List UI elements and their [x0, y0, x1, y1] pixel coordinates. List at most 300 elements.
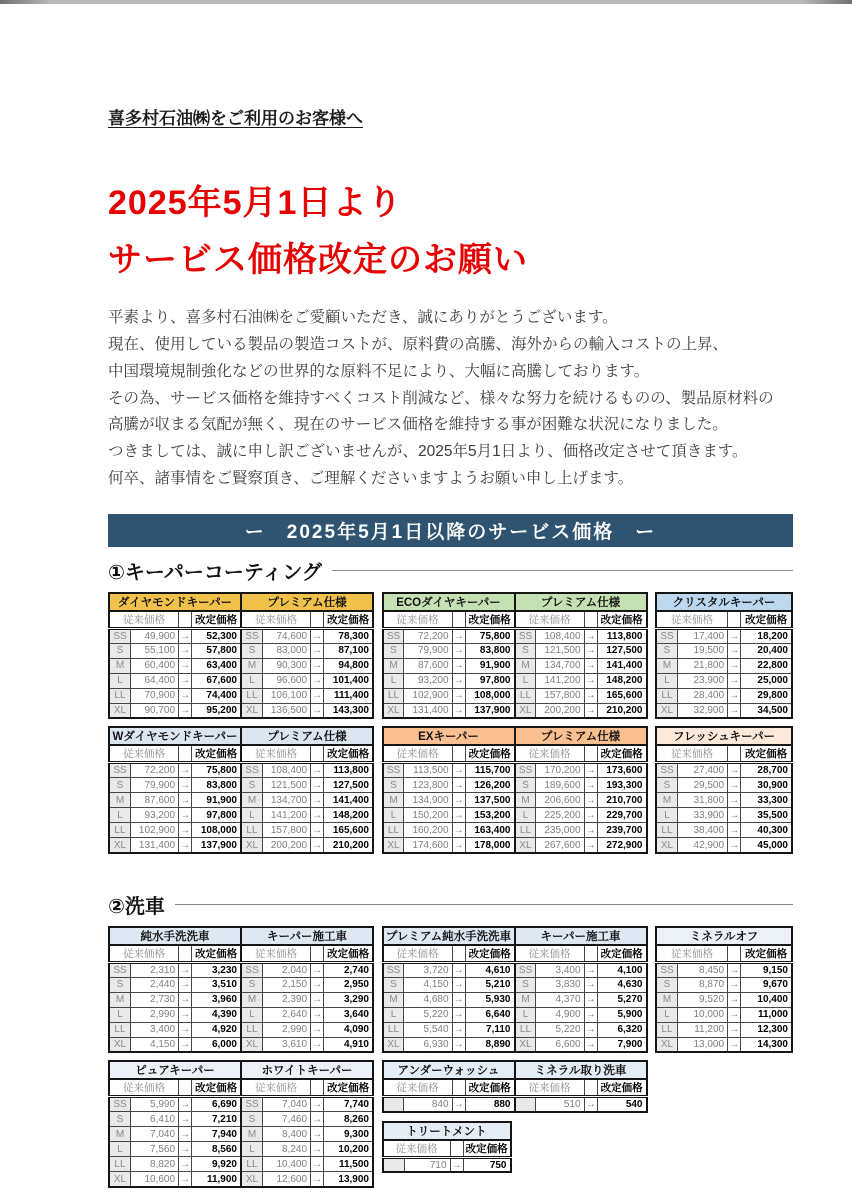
old-price-cell: 93,200	[130, 808, 178, 823]
arrow-icon: →	[453, 979, 464, 991]
arrow-icon: →	[311, 1172, 324, 1187]
table-group	[655, 926, 793, 1054]
arrow-icon: →	[180, 809, 191, 821]
old-price-cell: 83,000	[262, 643, 310, 658]
arrow-icon: →	[179, 763, 192, 778]
arrow-column-header	[452, 611, 465, 629]
old-price-cell: 27,400	[677, 763, 727, 778]
price-row	[383, 1037, 515, 1052]
price-row	[515, 823, 647, 838]
arrow-icon: →	[312, 824, 323, 836]
new-price-cell: 540	[597, 1097, 646, 1112]
arrow-column-header	[452, 1079, 465, 1097]
old-price-cell: 93,200	[404, 673, 452, 688]
old-price-cell: 8,400	[262, 1127, 310, 1142]
size-cell: L	[241, 673, 262, 688]
old-price-cell: 72,200	[130, 763, 178, 778]
arrow-icon: →	[180, 794, 191, 806]
arrow-icon: →	[728, 1037, 741, 1052]
new-price-cell: 210,700	[597, 793, 646, 808]
price-row	[383, 1157, 511, 1172]
new-price-header: 改定価格	[324, 1079, 373, 1097]
new-price-cell: 4,910	[324, 1037, 373, 1052]
arrow-icon: →	[180, 1158, 191, 1170]
old-price-cell: 79,900	[130, 778, 178, 793]
size-cell: XL	[383, 1037, 404, 1052]
table-group	[108, 592, 376, 720]
title-line-2: サービス価格改定のお願い	[108, 241, 528, 280]
old-price-cell: 87,600	[404, 658, 452, 673]
price-row	[383, 703, 515, 718]
arrow-icon: →	[453, 645, 464, 657]
new-price-cell: 7,740	[324, 1097, 373, 1112]
new-price-cell: 91,900	[192, 793, 241, 808]
new-price-cell: 7,900	[597, 1037, 646, 1052]
table-title: アンダーウォッシュ	[383, 1061, 515, 1079]
arrow-icon: →	[453, 690, 464, 702]
arrow-icon: →	[728, 703, 741, 718]
new-price-cell: 87,100	[324, 643, 373, 658]
size-cell: LL	[383, 688, 404, 703]
table-column	[382, 726, 650, 854]
arrow-icon: →	[180, 1024, 191, 1036]
price-row	[383, 838, 515, 853]
new-price-cell: 97,800	[465, 673, 514, 688]
new-price-cell: 4,630	[597, 977, 646, 992]
price-row	[383, 992, 515, 1007]
old-price-cell: 2,440	[130, 977, 178, 992]
size-cell: M	[656, 992, 677, 1007]
size-cell: L	[109, 808, 130, 823]
price-sections	[108, 556, 793, 1188]
old-price-cell: 2,310	[130, 962, 178, 977]
price-row	[109, 838, 241, 853]
price-row	[241, 823, 373, 838]
new-price-cell: 148,200	[324, 808, 373, 823]
old-price-header: 従来価格	[241, 745, 311, 763]
old-price-cell: 10,600	[130, 1172, 178, 1187]
arrow-column-header	[584, 1079, 597, 1097]
size-cell: S	[656, 977, 677, 992]
old-price-header: 従来価格	[656, 945, 728, 963]
old-price-header: 従来価格	[515, 611, 585, 629]
price-row	[241, 992, 373, 1007]
new-price-cell: 113,800	[597, 628, 646, 643]
new-price-cell: 108,000	[192, 823, 241, 838]
new-price-cell: 148,200	[597, 673, 646, 688]
arrow-icon: →	[585, 824, 596, 836]
arrow-icon: →	[180, 779, 191, 791]
new-price-cell: 3,640	[324, 1007, 373, 1022]
new-price-cell: 750	[463, 1157, 510, 1172]
price-row	[515, 643, 647, 658]
old-price-cell: 74,600	[262, 628, 310, 643]
size-cell: L	[109, 1007, 130, 1022]
price-row	[383, 1022, 515, 1037]
size-cell	[515, 1097, 536, 1112]
new-price-header: 改定価格	[465, 945, 514, 963]
price-row	[656, 962, 792, 977]
old-price-cell: 3,400	[536, 962, 584, 977]
price-row	[515, 688, 647, 703]
arrow-icon: →	[453, 824, 464, 836]
price-row	[241, 1127, 373, 1142]
new-price-header: 改定価格	[324, 745, 373, 763]
size-cell: M	[241, 658, 262, 673]
arrow-icon: →	[180, 675, 191, 687]
old-price-cell: 150,200	[404, 808, 452, 823]
price-row	[241, 1142, 373, 1157]
new-price-cell: 4,390	[192, 1007, 241, 1022]
price-table	[108, 592, 242, 720]
new-price-header: 改定価格	[192, 1079, 241, 1097]
price-row	[109, 823, 241, 838]
table-column	[108, 726, 376, 854]
new-price-cell: 143,300	[324, 703, 373, 718]
size-cell: XL	[656, 1037, 677, 1052]
size-cell: XL	[656, 838, 677, 853]
arrow-icon: →	[180, 824, 191, 836]
new-price-cell: 141,400	[324, 793, 373, 808]
arrow-icon: →	[585, 660, 596, 672]
price-row	[109, 658, 241, 673]
old-price-cell: 13,000	[677, 1037, 727, 1052]
arrow-icon: →	[312, 660, 323, 672]
old-price-cell: 64,400	[130, 673, 178, 688]
arrow-icon: →	[312, 779, 323, 791]
new-price-header: 改定価格	[192, 745, 241, 763]
old-price-cell: 2,040	[262, 962, 310, 977]
arrow-icon: →	[180, 1009, 191, 1021]
price-row	[515, 1022, 647, 1037]
table-row-band	[108, 726, 793, 854]
arrow-icon: →	[452, 838, 465, 853]
paragraph-line: 中国環境規制強化などの世界的な原料不足により、大幅に高騰しております。	[108, 362, 650, 380]
old-price-cell: 174,600	[404, 838, 452, 853]
arrow-icon: →	[729, 1009, 740, 1021]
size-cell: L	[515, 1007, 536, 1022]
price-row	[109, 1037, 241, 1052]
price-row	[515, 1007, 647, 1022]
table-title: 純水手洗洗車	[109, 927, 241, 945]
size-cell: L	[383, 808, 404, 823]
new-price-header: 改定価格	[465, 745, 514, 763]
old-price-header: 従来価格	[515, 1079, 585, 1097]
arrow-icon: →	[585, 809, 596, 821]
arrow-column-header	[311, 745, 324, 763]
new-price-cell: 4,920	[192, 1022, 241, 1037]
size-cell: LL	[383, 1022, 404, 1037]
old-price-cell: 19,500	[677, 643, 727, 658]
old-price-cell: 123,800	[404, 778, 452, 793]
old-price-cell: 267,600	[536, 838, 584, 853]
old-price-cell: 5,540	[404, 1022, 452, 1037]
new-price-cell: 7,940	[192, 1127, 241, 1142]
old-price-cell: 4,150	[130, 1037, 178, 1052]
size-cell: M	[241, 793, 262, 808]
arrow-icon: →	[312, 690, 323, 702]
arrow-icon: →	[312, 979, 323, 991]
new-price-cell: 6,000	[192, 1037, 241, 1052]
table-title: トリートメント	[383, 1122, 511, 1140]
new-price-cell: 239,700	[597, 823, 646, 838]
size-cell: XL	[109, 703, 130, 718]
price-row	[383, 808, 515, 823]
price-row	[109, 1127, 241, 1142]
old-price-cell: 11,200	[677, 1022, 727, 1037]
title-line-1: 2025年5月1日より	[108, 184, 403, 222]
size-cell: L	[383, 1007, 404, 1022]
new-price-cell: 40,300	[741, 823, 792, 838]
price-row	[109, 1007, 241, 1022]
new-price-cell: 173,600	[597, 763, 646, 778]
old-price-cell: 157,800	[262, 823, 310, 838]
table-group	[108, 1060, 376, 1188]
old-price-header: 従来価格	[383, 611, 453, 629]
new-price-cell: 153,200	[465, 808, 514, 823]
size-cell: S	[656, 643, 677, 658]
old-price-cell: 134,700	[536, 658, 584, 673]
paragraph-line: 平素より、喜多村石油㈱をご愛顧いただき、誠にありがとうございます。	[108, 309, 618, 327]
old-price-cell: 8,820	[130, 1157, 178, 1172]
new-price-cell: 272,900	[597, 838, 646, 853]
price-row	[109, 1142, 241, 1157]
size-cell: LL	[109, 688, 130, 703]
old-price-cell: 200,200	[262, 838, 310, 853]
arrow-icon: →	[180, 645, 191, 657]
size-cell: L	[656, 808, 677, 823]
new-price-cell: 7,110	[465, 1022, 514, 1037]
new-price-cell: 52,300	[192, 628, 241, 643]
size-cell: M	[656, 793, 677, 808]
size-cell: M	[515, 658, 536, 673]
greeting-line: 喜多村石油㈱をご利用のお客様へ	[108, 109, 363, 128]
size-cell: SS	[241, 763, 262, 778]
old-price-header: 従来価格	[515, 745, 585, 763]
price-row	[109, 628, 241, 643]
old-price-cell: 79,900	[404, 643, 452, 658]
size-cell: S	[241, 778, 262, 793]
price-row	[515, 658, 647, 673]
old-price-cell: 21,800	[677, 658, 727, 673]
table-group	[382, 1121, 650, 1174]
arrow-icon: →	[311, 763, 324, 778]
size-cell: L	[515, 673, 536, 688]
price-table	[240, 926, 374, 1054]
arrow-icon: →	[585, 794, 596, 806]
new-price-header: 改定価格	[741, 611, 792, 629]
price-row	[241, 808, 373, 823]
old-price-cell: 206,600	[536, 793, 584, 808]
old-price-cell: 170,200	[536, 763, 584, 778]
price-row	[656, 763, 792, 778]
table-title: EXキーパー	[383, 727, 515, 745]
table-title: ピュアキーパー	[109, 1061, 241, 1079]
arrow-icon: →	[729, 994, 740, 1006]
old-price-cell: 134,700	[262, 793, 310, 808]
arrow-icon: →	[728, 838, 741, 853]
old-price-header: 従来価格	[241, 945, 311, 963]
price-row	[241, 1022, 373, 1037]
price-row	[515, 778, 647, 793]
size-cell: XL	[515, 703, 536, 718]
new-price-cell: 210,200	[597, 703, 646, 718]
old-price-cell: 60,400	[130, 658, 178, 673]
size-cell: L	[656, 673, 677, 688]
size-cell: SS	[109, 628, 130, 643]
table-group	[382, 1060, 650, 1113]
price-row	[109, 808, 241, 823]
table-column	[108, 926, 376, 1054]
arrow-icon: →	[179, 1097, 192, 1112]
price-row	[515, 1037, 647, 1052]
old-price-cell: 3,720	[404, 962, 452, 977]
price-row	[383, 688, 515, 703]
table-title: ミネラル取り洗車	[515, 1061, 647, 1079]
size-cell: SS	[656, 763, 677, 778]
arrow-icon: →	[453, 779, 464, 791]
table-title: クリスタルキーパー	[656, 593, 792, 611]
arrow-icon: →	[585, 675, 596, 687]
arrow-column-header	[179, 945, 192, 963]
size-cell: LL	[241, 823, 262, 838]
size-cell: XL	[109, 838, 130, 853]
new-price-cell: 10,200	[324, 1142, 373, 1157]
price-row	[383, 1097, 515, 1112]
arrow-icon: →	[452, 1097, 465, 1112]
size-cell: LL	[656, 823, 677, 838]
table-column	[655, 592, 793, 720]
size-cell: M	[109, 793, 130, 808]
size-cell: M	[109, 1127, 130, 1142]
price-row	[109, 688, 241, 703]
price-row	[515, 673, 647, 688]
arrow-icon: →	[453, 1024, 464, 1036]
old-price-cell: 2,150	[262, 977, 310, 992]
old-price-cell: 3,400	[130, 1022, 178, 1037]
size-cell: LL	[515, 823, 536, 838]
arrow-icon: →	[729, 660, 740, 672]
arrow-icon: →	[584, 703, 597, 718]
size-cell: LL	[383, 823, 404, 838]
price-table	[655, 926, 793, 1054]
old-price-cell: 96,600	[262, 673, 310, 688]
new-price-cell: 127,500	[597, 643, 646, 658]
page-title	[108, 175, 793, 289]
table-title: プレミアム仕様	[241, 727, 373, 745]
arrow-icon: →	[312, 1113, 323, 1125]
new-price-cell: 20,400	[741, 643, 792, 658]
table-column	[382, 926, 650, 1054]
arrow-icon: →	[312, 1128, 323, 1140]
table-column	[655, 1060, 793, 1188]
arrow-icon: →	[728, 962, 741, 977]
arrow-column-header	[179, 611, 192, 629]
arrow-column-header	[450, 1140, 463, 1158]
table-row-band	[108, 592, 793, 720]
price-row	[241, 977, 373, 992]
old-price-header: 従来価格	[241, 1079, 311, 1097]
size-cell: S	[109, 643, 130, 658]
price-row	[241, 628, 373, 643]
price-row	[241, 688, 373, 703]
new-price-header: 改定価格	[741, 745, 792, 763]
new-price-cell: 165,600	[597, 688, 646, 703]
arrow-icon: →	[452, 962, 465, 977]
size-cell: L	[109, 1142, 130, 1157]
size-cell: M	[383, 992, 404, 1007]
arrow-column-header	[728, 945, 741, 963]
size-cell: S	[383, 778, 404, 793]
old-price-cell: 90,700	[130, 703, 178, 718]
price-row	[241, 1037, 373, 1052]
arrow-icon: →	[311, 628, 324, 643]
new-price-cell: 18,200	[741, 628, 792, 643]
arrow-column-header	[311, 611, 324, 629]
arrow-icon: →	[312, 1024, 323, 1036]
price-row	[241, 643, 373, 658]
old-price-cell: 10,400	[262, 1157, 310, 1172]
price-table	[655, 726, 793, 854]
size-cell: XL	[656, 703, 677, 718]
new-price-cell: 57,800	[192, 643, 241, 658]
price-row	[656, 977, 792, 992]
arrow-icon: →	[585, 979, 596, 991]
size-cell: M	[109, 658, 130, 673]
price-row	[515, 992, 647, 1007]
old-price-cell: 102,900	[130, 823, 178, 838]
size-cell: S	[515, 977, 536, 992]
arrow-icon: →	[179, 1172, 192, 1187]
new-price-cell: 4,610	[465, 962, 514, 977]
size-cell: L	[515, 808, 536, 823]
price-table	[514, 926, 648, 1054]
size-cell: S	[241, 977, 262, 992]
new-price-cell: 3,230	[192, 962, 241, 977]
table-title: プレミアム仕様	[515, 727, 647, 745]
size-cell: XL	[241, 703, 262, 718]
new-price-header: 改定価格	[465, 1079, 514, 1097]
old-price-header: 従来価格	[383, 1079, 453, 1097]
size-cell: M	[383, 658, 404, 673]
table-column	[108, 1060, 376, 1188]
new-price-cell: 880	[465, 1097, 514, 1112]
size-cell: S	[241, 643, 262, 658]
arrow-icon: →	[729, 779, 740, 791]
arrow-icon: →	[179, 703, 192, 718]
arrow-icon: →	[311, 838, 324, 853]
old-price-cell: 33,900	[677, 808, 727, 823]
arrow-icon: →	[584, 628, 597, 643]
size-cell: LL	[241, 1022, 262, 1037]
price-table	[240, 592, 374, 720]
new-price-header: 改定価格	[741, 945, 792, 963]
old-price-cell: 131,400	[404, 703, 452, 718]
new-price-header: 改定価格	[465, 611, 514, 629]
size-cell: SS	[109, 1097, 130, 1112]
old-price-cell: 28,400	[677, 688, 727, 703]
arrow-icon: →	[312, 675, 323, 687]
size-cell: XL	[515, 838, 536, 853]
size-cell: SS	[241, 962, 262, 977]
table-title: ECOダイヤキーパー	[383, 593, 515, 611]
new-price-header: 改定価格	[597, 1079, 646, 1097]
old-price-cell: 235,000	[536, 823, 584, 838]
size-cell: LL	[241, 1157, 262, 1172]
table-title: プレミアム純水手洗洗車	[383, 927, 515, 945]
new-price-cell: 5,930	[465, 992, 514, 1007]
new-price-cell: 111,400	[324, 688, 373, 703]
